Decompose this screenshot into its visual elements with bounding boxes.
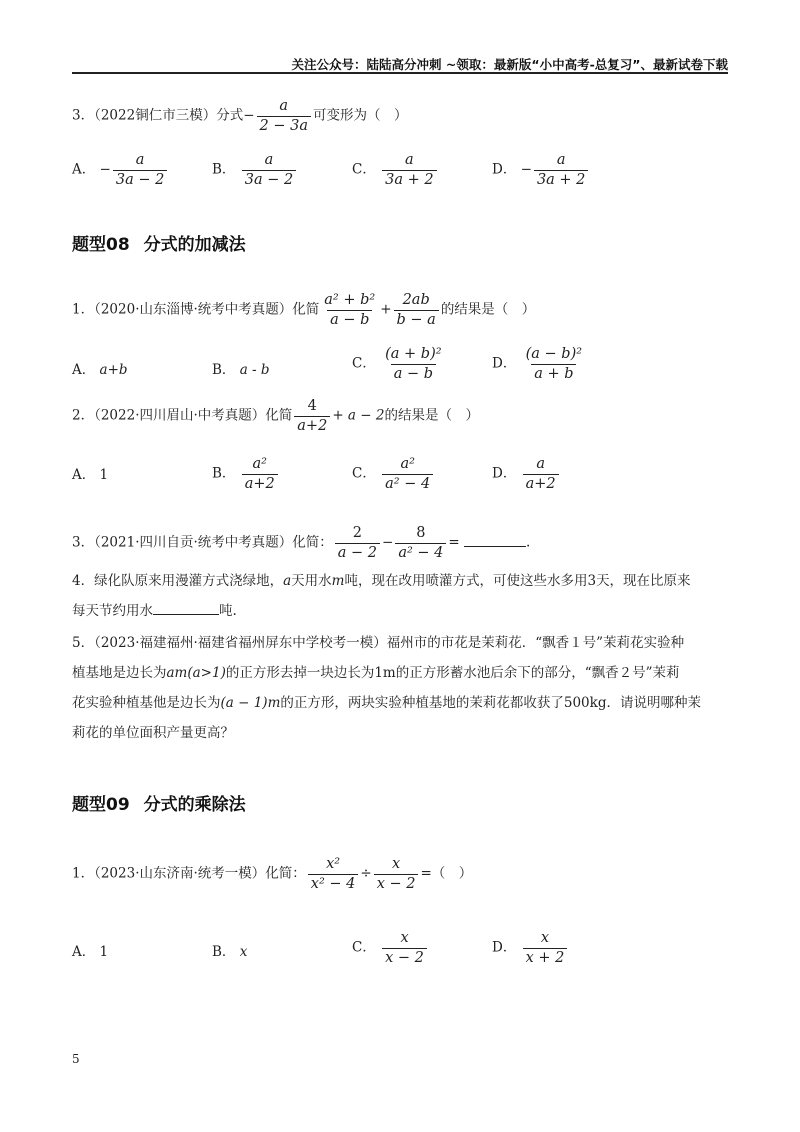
page-header: 关注公众号：陆陆高分冲刺 ~领取：最新版“小中高考-总复习”、最新试卷下载 — [291, 57, 728, 72]
s08-question-4: 4．绿化队原来用漫灌方式浇绿地，a天用水m吨，现在改用喷灌方式，可使这些水多用3天，现在比原来 每天节约用水 吨. — [72, 573, 691, 619]
option-b: B． x — [212, 944, 248, 960]
answer-blank[interactable] — [464, 546, 526, 547]
option-c: C． $\frac{x}{x - 2}$ — [352, 930, 429, 966]
option-c: C． $\frac{a}{3a + 2}$ — [352, 152, 439, 188]
option-a: A． a+b — [72, 362, 128, 378]
section-heading-08: 题型08 分式的加减法 — [72, 235, 246, 255]
option-a: A． − $\frac{a}{3a - 2}$ — [72, 152, 169, 188]
option-d: D． − $\frac{a}{3a + 2}$ — [492, 152, 590, 188]
option-c: C． $\frac{\text{(a + b)²}}{a - b}$ — [352, 346, 442, 382]
s08-question-5: 5．（2023·福建福州·福建省福州屏东中学校考一模）福州市的市花是茉莉花．“飘香１号”茉莉花实验种 植基地是边长为am(a>1)的正方形去掉一块边长为1m的正方形蓄水池后余下的部分，“飘香２号”茉莉 花实验种植基他是边长为(a − 1)m的正方形，两块实验种植基地的茉莉花都收获了500kg．请说明哪种茉 莉花的单位面积产量更高？ — [72, 635, 701, 741]
s08-question-1: 1．（2020·山东淄博·统考中考真题）化简 $\frac{\text{a² + b²}}{a - b}$ + $\frac{2ab}{b - a}$ 的结果是（ ） — [72, 292, 536, 328]
option-b: B． a - b — [212, 362, 270, 378]
option-a: A． 1 — [72, 944, 109, 960]
s09-question-1: 1．（2023·山东济南·统考一模）化简： $\frac{\text{x²}}{\text{x² − 4}}$ ÷ $\frac{x}{x - 2}$ =（ ） — [72, 856, 473, 892]
s08-question-2: 2．（2022·四川眉山·中考真题）化简 $\frac{4}{a+2}$ + a − 2的结果是（ ） — [72, 398, 479, 434]
option-d: D． $\frac{\text{(a − b)²}}{a + b}$ — [492, 346, 583, 382]
option-a: A． 1 — [72, 467, 109, 483]
fraction: $\frac{a}{2 - 3a}$ — [257, 98, 311, 134]
header-rule — [72, 72, 728, 74]
option-b: B． $\frac{a}{3a - 2}$ — [212, 152, 298, 188]
option-c: C． $\frac{\text{a²}}{\text{a² − 4}}$ — [352, 456, 435, 492]
section-heading-09: 题型09 分式的乘除法 — [72, 795, 246, 815]
page-number: 5 — [72, 1052, 80, 1066]
question-3-top: 3．（2022铜仁市三模）分式− $\frac{a}{2 - 3a}$ 可变形为（ ） — [72, 98, 408, 134]
s08-question-3: 3．（2021·四川自贡·统考中考真题）化简： $\frac{2}{a - 2}$ − $\frac{8}{\text{a² − 4}}$ = . — [72, 525, 531, 561]
option-d: D． $\frac{a}{a+2}$ — [492, 456, 561, 492]
option-d: D． $\frac{x}{x + 2}$ — [492, 930, 569, 966]
answer-blank[interactable] — [153, 614, 219, 615]
option-b: B． $\frac{\text{a²}}{a+2}$ — [212, 456, 280, 492]
